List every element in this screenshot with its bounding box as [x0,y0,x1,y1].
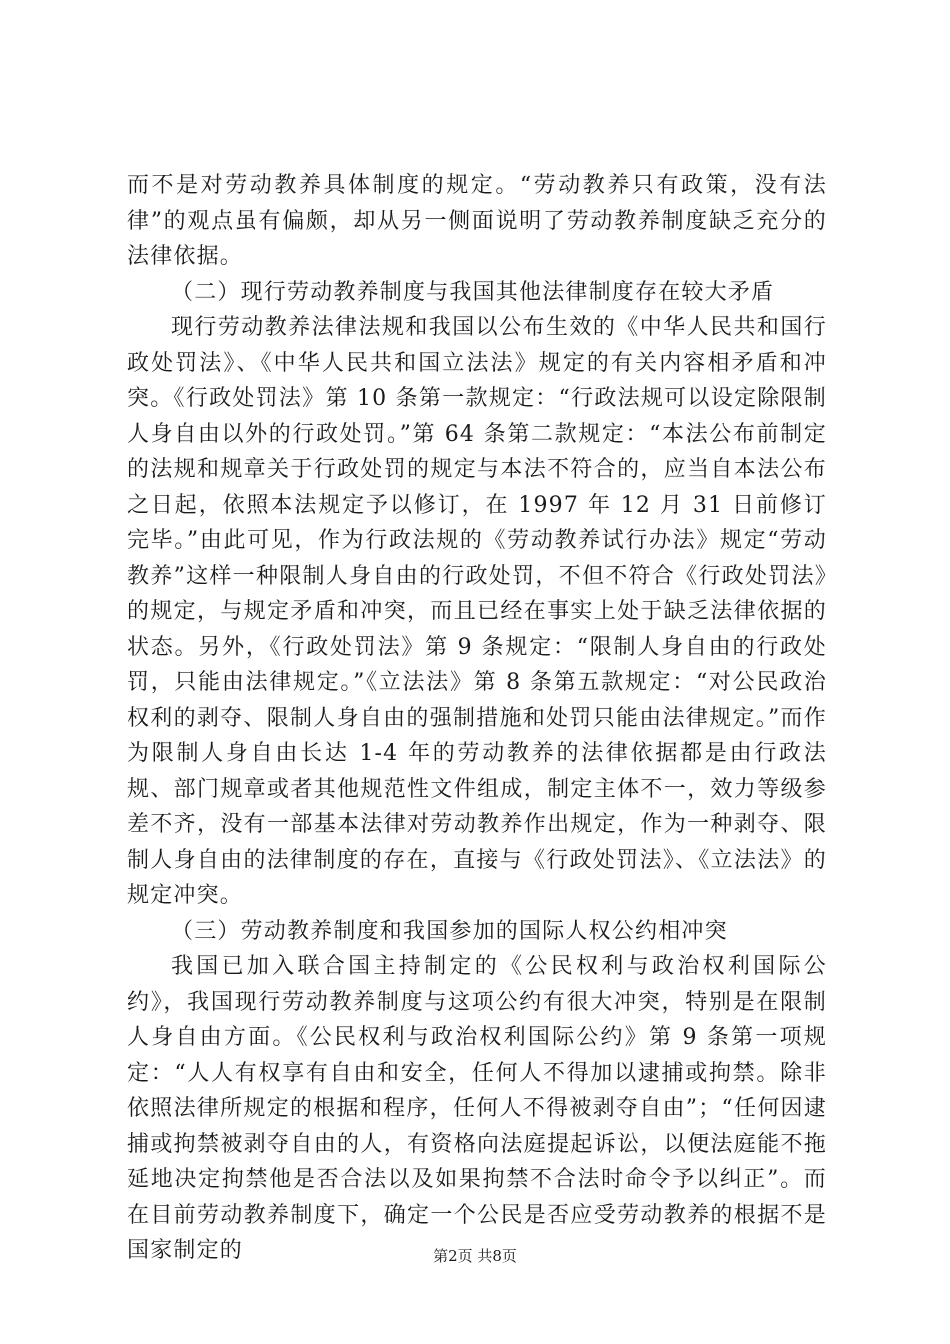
section-heading-three: （三）劳动教养制度和我国参加的国际人权公约相冲突 [171,918,728,944]
document-body [127,168,827,1269]
paragraph-continuation: 而不是对劳动教养具体制度的规定。“劳动教养只有政策，没有法律”的观点虽有偏颇，却从另一侧面说明了劳动教养制度缺乏充分的法律依据。 [127,173,827,269]
paragraph-body-two: 我国已加入联合国主持制定的《公民权利与政治权利国际公约》，我国现行劳动教养制度与这项公约有很大冲突，特别是在限制人身自由方面。《公民权利与政治权利国际公约》第 9 条第一项规定：“人人有权享有自由和安全，任何人不得加以逮捕或拘禁。除非依照法律所规定的根据和程序，任何人不得被剥夺自由”；“任何因逮捕或拘禁被剥夺自由的人，有资格向法庭提起诉讼，以便法庭能不拖延地决定拘禁他是否合法以及如果拘禁不合法时命令予以纠正”。而在目前劳动教养制度下，确定一个公民是否应受劳动教养的根据不是国家制定的 [127,954,827,1263]
paragraph-body-one: 现行劳动教养法律法规和我国以公布生效的《中华人民共和国行政处罚法》、《中华人民共和国立法法》规定的有关内容相矛盾和冲突。《行政处罚法》第 10 条第一款规定：“行政法规可以设定除限制人身自由以外的行政处罚。”第 64 条第二款规定：“本法公布前制定的法规和规章关于行政处罚的规定与本法不符合的，应当自本法公布之日起，依照本法规定予以修订，在 1997 年 12 月 31 日前修订完毕。”由此可见，作为行政法规的《劳动教养试行办法》规定“劳动教养”这样一种限制人身自由的行政处罚，不但不符合《行政处罚法》的规定，与规定矛盾和冲突，而且已经在事实上处于缺乏法律依据的状态。另外，《行政处罚法》第 9 条规定：“限制人身自由的行政处罚，只能由法律规定。”《立法法》第 8 条第五款规定：“对公民政治权利的剥夺、限制人身自由的强制措施和处罚只能由法律规定。”而作为限制人身自由长达 1-4 年的劳动教养的法律依据都是由行政法规、部门规章或者其他规范性文件组成，制定主体不一，效力等级参差不齐，没有一部基本法律对劳动教养作出规定，作为一种剥夺、限制人身自由的法律制度的存在，直接与《行政处罚法》、《立法法》的规定冲突。 [127,315,827,908]
page-number-label: 第2页 共8页 [433,1247,517,1265]
page-footer [0,1245,950,1266]
section-heading-two: （二）现行劳动教养制度与我国其他法律制度存在较大矛盾 [171,279,775,305]
